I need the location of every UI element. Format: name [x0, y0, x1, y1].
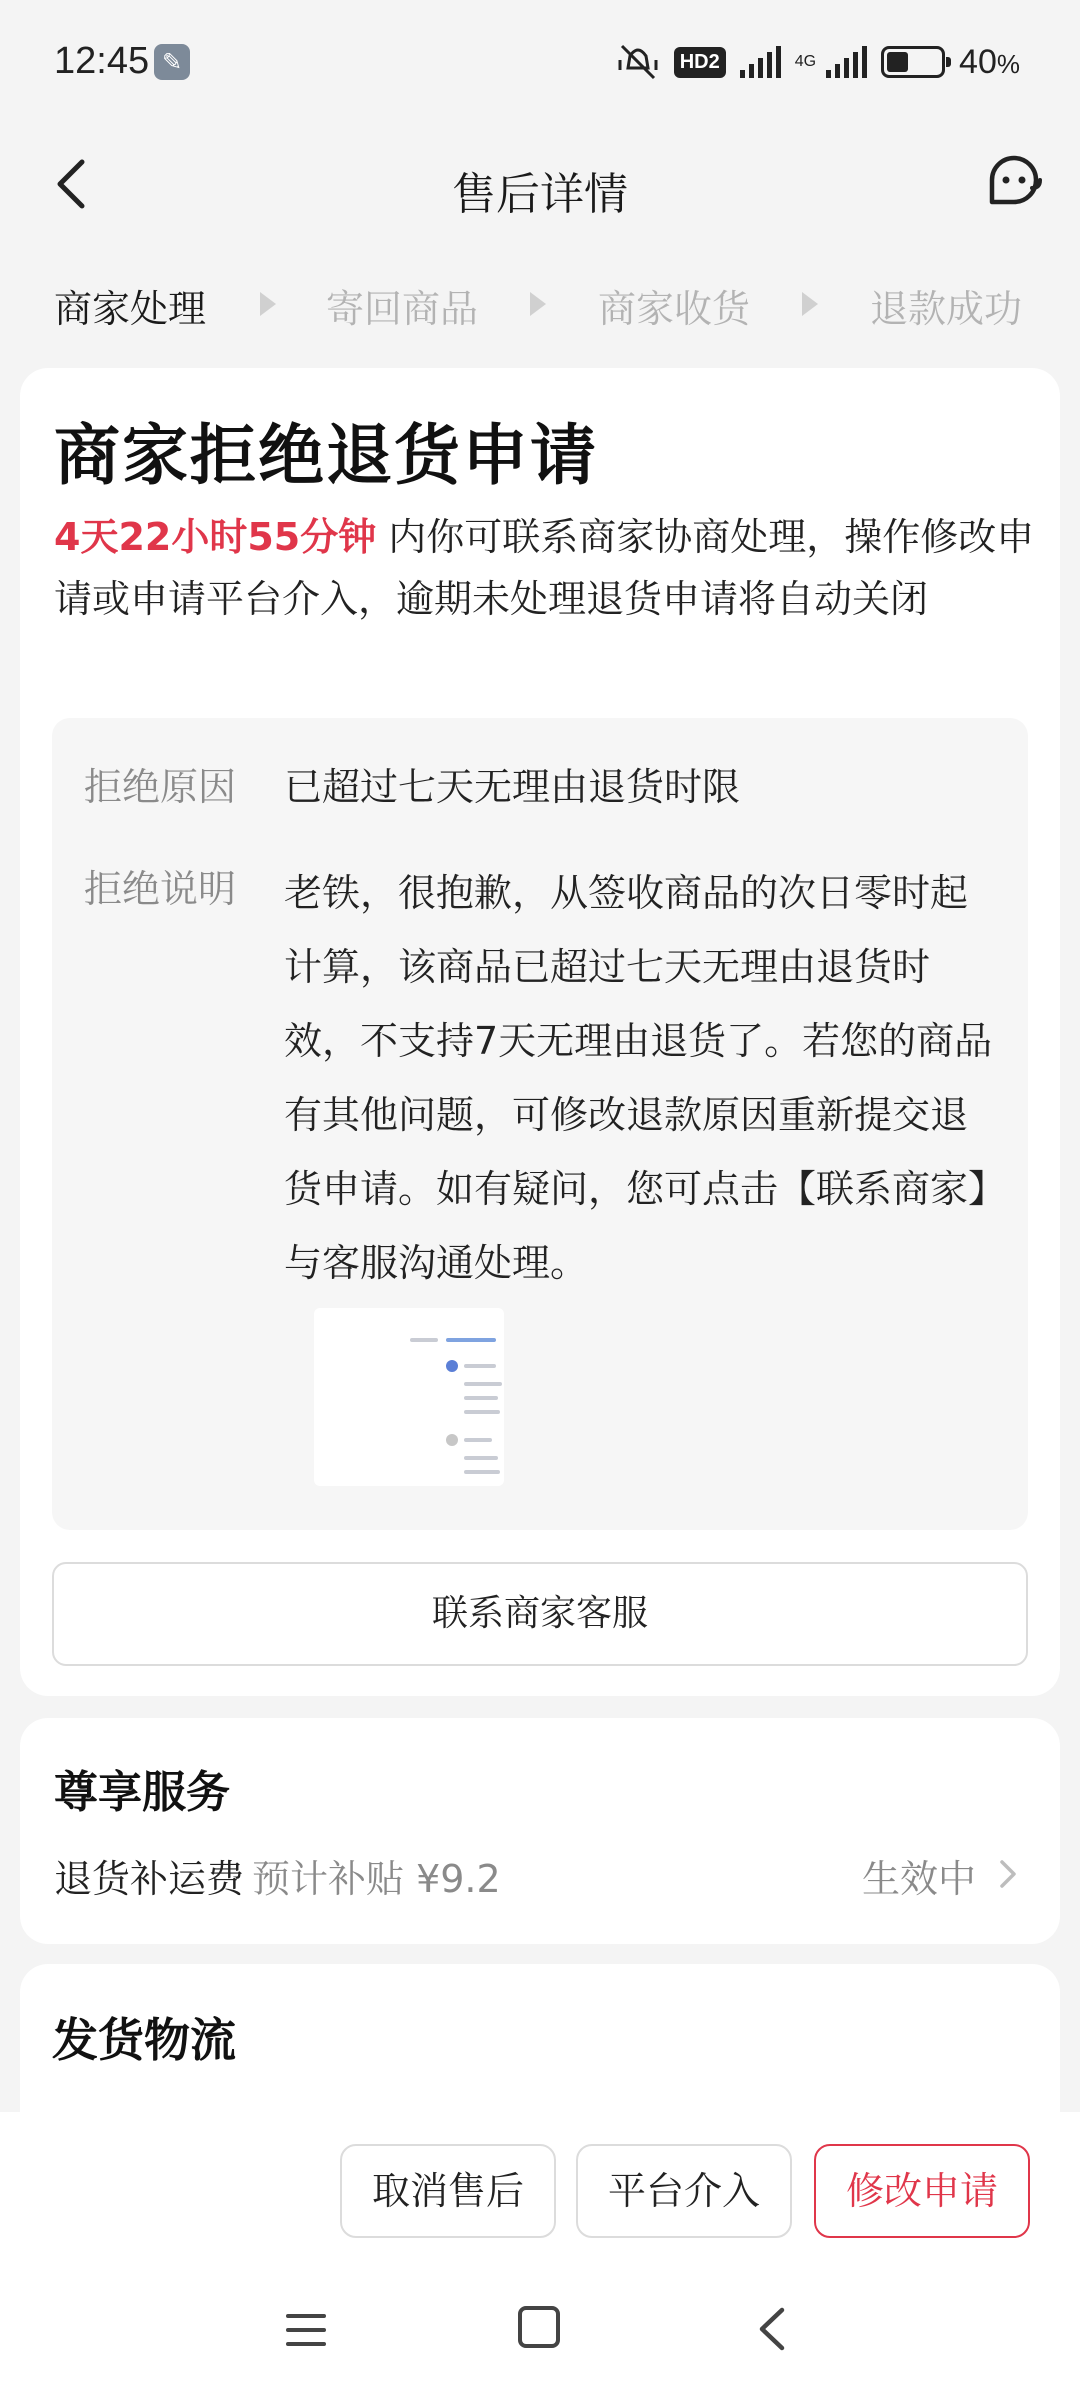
system-navigation [0, 2278, 1080, 2388]
reason-value: 已超过七天无理由退货时限 [284, 765, 741, 809]
logistics-title: 发货物流 [52, 2013, 236, 2067]
step-merchant-received: 商家收货 [598, 287, 751, 331]
page-title: 售后详情 [452, 169, 628, 220]
step-return-goods: 寄回商品 [326, 287, 479, 331]
home-icon[interactable] [518, 2306, 560, 2348]
explain-label: 拒绝说明 [84, 867, 237, 911]
step-arrow-icon [802, 292, 818, 316]
status-time: 12:45 [54, 40, 150, 82]
battery-icon [881, 46, 945, 78]
network-type: 4G [794, 53, 817, 70]
signal-strength-icon [740, 46, 781, 78]
reason-label: 拒绝原因 [84, 765, 237, 809]
status-bar [0, 0, 1080, 128]
hd-badge: HD2 [674, 47, 726, 78]
countdown-description: 内你可联系商家协商处理，操作修改申请或申请平台介入，逾期未处理退货申请将自动关闭 [54, 515, 1035, 621]
step-refund-success: 退款成功 [870, 287, 1023, 331]
system-back-icon[interactable] [750, 2304, 794, 2354]
service-name: 退货补运费 [54, 1857, 245, 1901]
customer-service-icon[interactable] [984, 150, 1044, 210]
countdown-timer: 4天22小时55分钟 [54, 515, 377, 559]
status-card [20, 368, 1060, 1696]
rejection-details [52, 718, 1028, 1530]
status-icons [616, 38, 1020, 86]
wrench-icon: ✎ [154, 44, 190, 80]
service-estimate: 预计补贴 ¥9.2 [252, 1857, 501, 1901]
step-arrow-icon [260, 292, 276, 316]
cancel-aftersale-button[interactable]: 取消售后 [340, 2144, 556, 2238]
progress-steps [0, 260, 1080, 350]
status-title: 商家拒绝退货申请 [54, 417, 598, 494]
countdown-notice [54, 506, 1039, 630]
platform-intervention-button[interactable]: 平台介入 [576, 2144, 792, 2238]
menu-icon[interactable] [284, 2308, 328, 2352]
battery-percentage: 40% [959, 42, 1020, 81]
vibrate-mute-icon [616, 40, 660, 84]
step-merchant-processing: 商家处理 [54, 287, 207, 331]
modify-request-button[interactable]: 修改申请 [814, 2144, 1030, 2238]
signal-strength-icon-2 [826, 46, 867, 78]
explain-text: 老铁，很抱歉，从签收商品的次日零时起计算，该商品已超过七天无理由退货时效，不支持7天无理由退货了。若您的商品有其他问题，可修改退款原因重新提交退货申请。如有疑问，您可点击【联系商家】与客服沟通处理。 [284, 871, 993, 1285]
chevron-right-icon[interactable] [992, 1854, 1024, 1894]
evidence-image-thumbnail[interactable] [314, 1308, 504, 1486]
service-status[interactable]: 生效中 [861, 1857, 976, 1901]
contact-merchant-button[interactable]: 联系商家客服 [52, 1562, 1028, 1666]
step-arrow-icon [530, 292, 546, 316]
nav-bar [0, 128, 1080, 244]
service-title: 尊享服务 [54, 1767, 230, 1818]
premium-service-card [20, 1718, 1060, 1944]
